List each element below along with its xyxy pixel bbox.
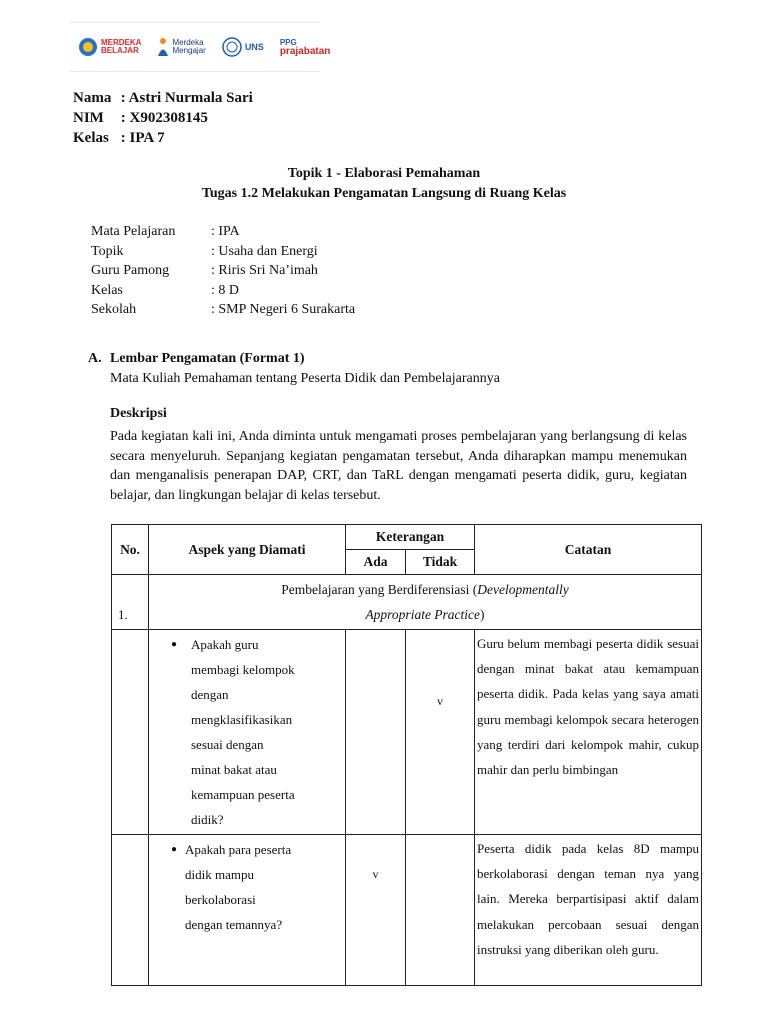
section-letter: A. bbox=[88, 351, 102, 366]
uns-emblem-icon bbox=[222, 37, 242, 57]
logo-mengajar-word: Mengajar bbox=[172, 46, 206, 55]
tidak-mark: v bbox=[437, 694, 443, 708]
meta-row bbox=[91, 300, 355, 320]
aspek-line: didik? bbox=[191, 812, 224, 827]
catatan-cell: Guru belum membagi peserta didik sesuai dengan minat bakat atau kemampuan peserta didik. Pada kelas yang saya amati guru membagi kelompok secara heterogen yang terdiri dari kelompok mahir, cukup mahir dan perlu bimbingan bbox=[475, 630, 702, 835]
header-ada: Ada bbox=[346, 550, 406, 575]
ada-cell bbox=[346, 630, 406, 835]
aspek-line: didik mampu bbox=[185, 867, 254, 882]
student-identity bbox=[73, 88, 253, 148]
meta-key: Mata Pelajaran bbox=[91, 224, 176, 239]
aspek-line: dengan temannya? bbox=[185, 917, 283, 932]
bullet-icon: ● bbox=[170, 639, 177, 650]
header-keterangan: Keterangan bbox=[346, 525, 475, 550]
name-label: Nama bbox=[73, 90, 112, 106]
meta-key: Sekolah bbox=[91, 302, 137, 317]
meta-key: Guru Pamong bbox=[91, 263, 170, 278]
task-title: Tugas 1.2 Melakukan Pengamatan Langsung di Ruang Kelas bbox=[201, 186, 567, 201]
aspek-line: minat bakat atau bbox=[191, 762, 277, 777]
header-no: No. bbox=[112, 525, 149, 575]
observation-table bbox=[111, 524, 702, 986]
logo-merdeka-word: MERDEKA bbox=[101, 38, 142, 47]
group-title-cell bbox=[149, 575, 702, 630]
meta-key: Kelas bbox=[91, 282, 123, 298]
aspek-line: dengan bbox=[191, 687, 229, 702]
prajabatan-word: prajabatan bbox=[279, 46, 331, 57]
aspek-cell bbox=[149, 630, 346, 835]
topic-title: Topik 1 - Elaborasi Pemahaman bbox=[287, 166, 481, 181]
merdeka-belajar-logo bbox=[78, 37, 141, 57]
document-titles bbox=[0, 164, 768, 204]
section-a bbox=[88, 349, 500, 389]
aspek-line: sesuai dengan bbox=[191, 737, 264, 752]
deskripsi-body: Pada kegiatan kali ini, Anda diminta untuk mengamati proses pembelajaran yang berlangsung di kelas secara menyeluruh. Sepanjang kegiatan pengamatan tersebut, Anda diharapkan mampu menemukan dan menganalisis penerapan DAP, CRT, dan TaRL dengan mengamati peserta didik, guru, kegiatan belajar, dan lingkungan belajar di kelas tersebut. bbox=[110, 429, 687, 503]
deskripsi-heading: Deskripsi bbox=[110, 406, 167, 421]
row-number-cell bbox=[112, 835, 149, 986]
kelas-value: : IPA 7 bbox=[120, 130, 165, 146]
aspek-line: membagi kelompok bbox=[191, 662, 295, 677]
table-header-row bbox=[112, 525, 702, 550]
header-catatan: Catatan bbox=[475, 525, 702, 575]
merdeka-mengajar-logo bbox=[157, 37, 205, 57]
table-group-row bbox=[112, 575, 702, 630]
name-value: : Astri Nurmala Sari bbox=[120, 90, 253, 106]
table-row bbox=[112, 835, 702, 986]
meta-value: : Usaha dan Energi bbox=[211, 243, 318, 259]
section-a-heading bbox=[88, 349, 500, 369]
tidak-cell bbox=[406, 835, 475, 986]
group-number-cell bbox=[112, 575, 149, 630]
uns-word: UNS bbox=[244, 42, 264, 52]
aspek-line: berkolaborasi bbox=[185, 892, 256, 907]
uns-logo bbox=[222, 37, 264, 57]
identity-name-row bbox=[73, 88, 253, 108]
identity-nim-row bbox=[73, 108, 253, 128]
table-row bbox=[112, 630, 702, 835]
meta-value: : SMP Negeri 6 Surakarta bbox=[211, 302, 356, 317]
group-title-close: ) bbox=[480, 607, 485, 622]
logo-bar bbox=[70, 22, 331, 72]
aspek-line: Apakah guru bbox=[191, 637, 259, 652]
section-subtitle: Mata Kuliah Pemahaman tentang Peserta Didik dan Pembelajarannya bbox=[110, 371, 500, 386]
person-icon bbox=[157, 37, 169, 57]
meta-value: : Riris Sri Na’imah bbox=[211, 263, 318, 278]
aspek-line: kemampuan peserta bbox=[191, 787, 295, 802]
ada-mark: v bbox=[372, 867, 379, 881]
tidak-cell bbox=[406, 630, 475, 835]
logo-belajar-word: BELAJAR bbox=[101, 46, 139, 55]
meta-row bbox=[91, 222, 355, 242]
aspek-cell bbox=[149, 835, 346, 986]
ada-cell bbox=[346, 835, 406, 986]
aspek-line: mengklasifikasikan bbox=[191, 712, 293, 727]
catatan-cell: Peserta didik pada kelas 8D mampu berkolaborasi dengan teman nya yang lain. Mereka berpartisipasi aktif dalam melakukan percobaan sesuai dengan instruksi yang diberikan oleh guru. bbox=[475, 835, 702, 986]
meta-value: : 8 D bbox=[211, 282, 239, 298]
header-aspek: Aspek yang Diamati bbox=[149, 525, 346, 575]
header-tidak: Tidak bbox=[406, 550, 475, 575]
kelas-label: Kelas bbox=[73, 130, 109, 146]
ppg-logo bbox=[280, 38, 331, 56]
nim-value: : X902308145 bbox=[120, 110, 208, 126]
meta-row bbox=[91, 261, 355, 281]
group-number: 1. bbox=[118, 607, 128, 622]
bullet-icon: ● bbox=[170, 844, 177, 855]
nim-label: NIM bbox=[73, 110, 104, 126]
lesson-meta bbox=[91, 222, 355, 320]
section-title: Lembar Pengamatan (Format 1) bbox=[110, 351, 305, 366]
identity-kelas-row bbox=[73, 128, 253, 148]
meta-row bbox=[91, 281, 355, 301]
logo-merdeka-word-2: Merdeka bbox=[172, 38, 204, 47]
group-title-italic-1: Developmentally bbox=[477, 582, 569, 597]
meta-value: : IPA bbox=[211, 224, 240, 239]
ppg-word: PPG bbox=[279, 38, 297, 47]
kemdikbud-emblem-icon bbox=[78, 37, 98, 57]
group-title-italic-2: Appropriate Practice bbox=[365, 607, 481, 622]
meta-row bbox=[91, 242, 355, 262]
aspek-line: Apakah para peserta bbox=[185, 842, 292, 857]
row-number-cell bbox=[112, 630, 149, 835]
group-title-plain: Pembelajaran yang Berdiferensiasi ( bbox=[281, 582, 478, 597]
meta-key: Topik bbox=[91, 243, 124, 259]
